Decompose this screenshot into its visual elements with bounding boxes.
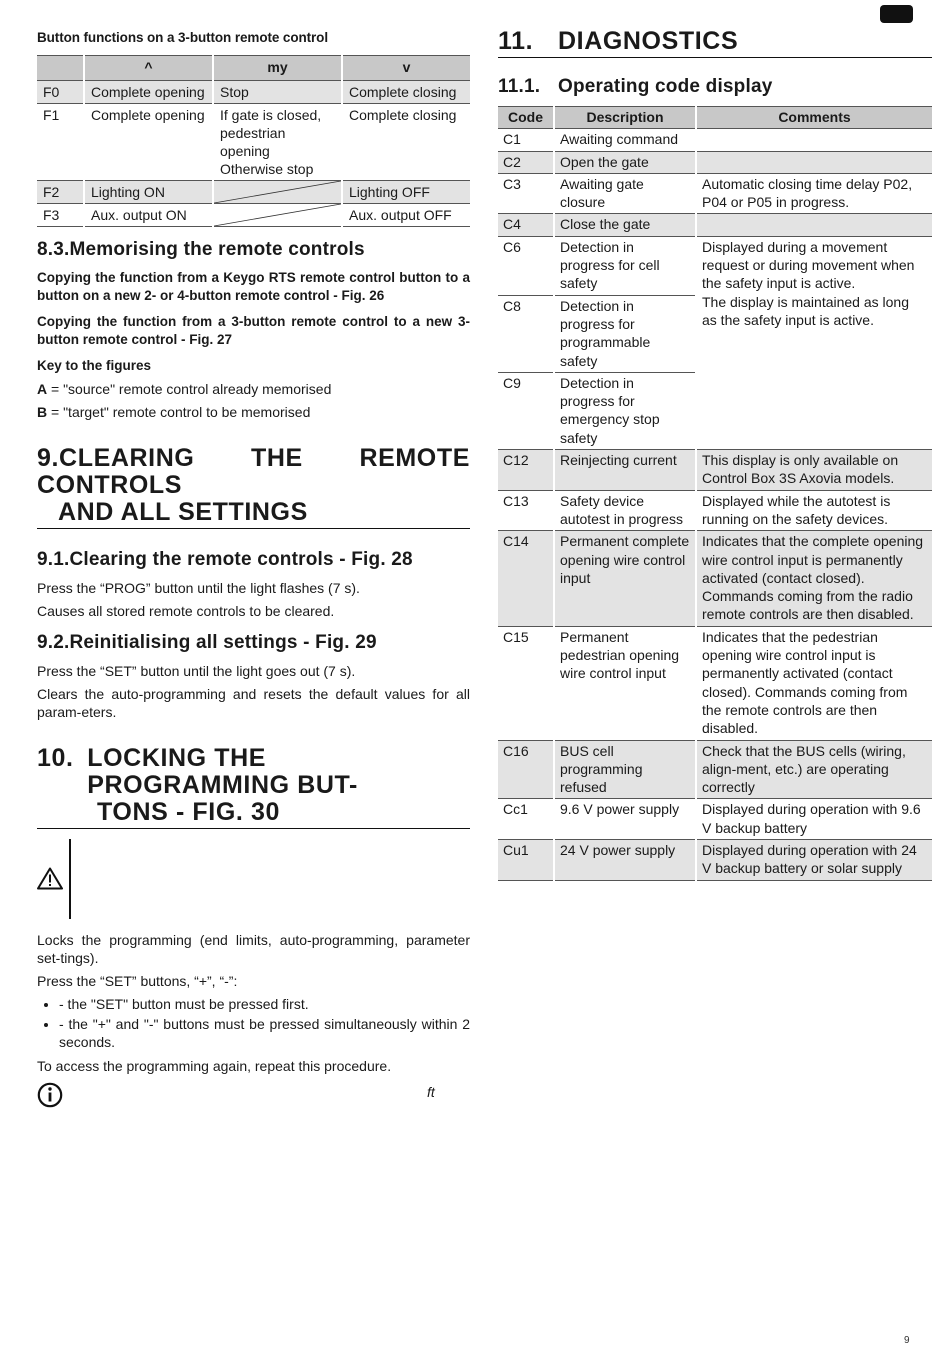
- key-a-letter: A: [37, 381, 48, 397]
- cell-comment: Check that the BUS cells (wiring, align-ment, etc.) are operating correctly: [696, 740, 932, 799]
- diagonal-line: [214, 204, 341, 226]
- table-row: [37, 81, 470, 104]
- header-code: Code: [498, 107, 554, 129]
- section-9-2-p1: Press the “SET” button until the light goes out (7 s).: [37, 663, 356, 679]
- cell-code: C12: [498, 450, 554, 491]
- page-number: 9: [904, 1335, 910, 1346]
- cell-description: Detection in progress for programmable safety: [554, 295, 696, 372]
- cell-description: Detection in progress for cell safety: [554, 236, 696, 295]
- cell-description: Detection in progress for emergency stop safety: [554, 372, 696, 449]
- section-9-1-title: 9.1.Clearing the remote controls - Fig. 28: [37, 549, 413, 570]
- row-my: If gate is closed, pedestrian opening Otherwise stop: [213, 104, 342, 181]
- key-a: [37, 380, 470, 398]
- table-row: [498, 214, 932, 236]
- row-down: Aux. output OFF: [342, 204, 470, 227]
- cell-code: C16: [498, 740, 554, 799]
- table-row: [498, 490, 932, 531]
- table-row: [498, 173, 932, 214]
- section-11-number: 11.: [498, 27, 534, 55]
- cell-description: Safety device autotest in progress: [554, 490, 696, 531]
- warning-icon: [37, 867, 63, 895]
- cell-comment: Displayed while the autotest is running on the safety devices.: [696, 490, 932, 531]
- header-down: v: [342, 56, 470, 81]
- cell-code: C9: [498, 372, 554, 449]
- cell-comment: [696, 129, 932, 151]
- cell-description: 24 V power supply: [554, 839, 696, 880]
- diagnostics-table: [498, 106, 932, 881]
- info-note: [37, 1080, 470, 1110]
- cell-description: Permanent complete opening wire control input: [554, 531, 696, 626]
- cell-code: C13: [498, 490, 554, 531]
- cell-description: 9.6 V power supply: [554, 799, 696, 840]
- header-comments: Comments: [696, 107, 932, 129]
- section-9-title: [37, 445, 470, 529]
- section-11-1-number: 11.1.: [498, 76, 541, 97]
- right-column: [498, 28, 932, 881]
- list-item: • - the "SET" button must be pressed first.: [59, 995, 470, 1013]
- left-column: [37, 28, 470, 1110]
- section-10-number: 10.: [37, 744, 74, 772]
- section-10-bullets: [37, 995, 470, 1051]
- key-figures-title: Key to the figures: [37, 358, 152, 373]
- row-code: F0: [37, 81, 84, 104]
- cell-code: C4: [498, 214, 554, 236]
- warning-divider: [69, 839, 71, 919]
- section-10-title-line2: TONS - FIG. 30: [97, 798, 280, 826]
- cell-comment: Indicates that the complete opening wire control input is permanently activated (contact closed). Commands coming from the radio remote controls are then disabled.: [696, 531, 932, 626]
- section-10-title: [37, 745, 470, 829]
- cell-comment: Automatic closing time delay P02, P04 or P05 in progress.: [696, 173, 932, 214]
- section-10-p1: Locks the programming (end limits, auto-programming, parameter set-tings).: [37, 932, 470, 966]
- key-b-text: = "target" remote control to be memorised: [47, 404, 311, 420]
- section-11-1-title: [498, 76, 932, 98]
- section-10-title-text1: LOCKING THE PROGRAMMING BUT-: [87, 744, 358, 799]
- row-up: Complete opening: [84, 81, 213, 104]
- header-description: Description: [554, 107, 696, 129]
- cell-code: C6: [498, 236, 554, 295]
- table-row: [37, 181, 470, 204]
- section-9-2-title: 9.2.Reinitialising all settings - Fig. 29: [37, 632, 377, 653]
- table-row: [37, 104, 470, 181]
- row-down: Lighting OFF: [342, 181, 470, 204]
- section-11-title: [498, 28, 932, 58]
- cell-comment: [696, 214, 932, 236]
- cell-code: C1: [498, 129, 554, 151]
- warning-box: [37, 839, 470, 919]
- table-row: [498, 799, 932, 840]
- cell-code: Cc1: [498, 799, 554, 840]
- copy-keygo-paragraph: Copying the function from a Keygo RTS remote control button to a button on a new 2- or 4-button remote control - Fig. 26: [37, 270, 470, 303]
- cell-code: C8: [498, 295, 554, 372]
- cell-comment: Displayed during operation with 24 V backup battery or solar supply: [696, 839, 932, 880]
- row-code: F2: [37, 181, 84, 204]
- section-9-1-p2: Causes all stored remote controls to be cleared.: [37, 603, 335, 619]
- section-11-1-title-text: Operating code display: [558, 76, 773, 97]
- cell-code: C14: [498, 531, 554, 626]
- row-up: Aux. output ON: [84, 204, 213, 227]
- info-icon: [37, 1082, 63, 1113]
- cell-comment: Displayed during a movement request or during movement when the safety input is active. The display is maintained as long as the safety input is active.: [696, 236, 932, 449]
- header-my: my: [213, 56, 342, 81]
- table-row: [498, 129, 932, 151]
- key-a-text: = "source" remote control already memorised: [47, 381, 332, 397]
- cell-description: Awaiting command: [554, 129, 696, 151]
- row-my-empty: [213, 181, 342, 204]
- cell-code: C3: [498, 173, 554, 214]
- row-my-empty: [213, 204, 342, 227]
- language-badge: [880, 5, 913, 23]
- row-down: Complete closing: [342, 104, 470, 181]
- list-item: • - the "+" and "-" buttons must be pressed simultaneously within 2 seconds.: [59, 1015, 470, 1051]
- cell-comment: This display is only available on Control Box 3S Axovia models.: [696, 450, 932, 491]
- row-up: Complete opening: [84, 104, 213, 181]
- cell-description: Reinjecting current: [554, 450, 696, 491]
- table-row: [498, 236, 932, 295]
- row-up: Lighting ON: [84, 181, 213, 204]
- section-11-title-text: DIAGNOSTICS: [558, 27, 739, 55]
- diagonal-line: [214, 181, 341, 203]
- cell-description: Permanent pedestrian opening wire control input: [554, 626, 696, 740]
- table-row: [498, 740, 932, 799]
- key-b-letter: B: [37, 404, 48, 420]
- cell-code: Cu1: [498, 839, 554, 880]
- row-code: F3: [43, 207, 60, 223]
- table-header-row: [37, 56, 470, 81]
- row-down: Complete closing: [342, 81, 470, 104]
- header-code: [37, 56, 84, 81]
- table-row: [37, 204, 470, 227]
- key-b: [37, 403, 470, 421]
- section-8-3-title: 8.3.Memorising the remote controls: [37, 239, 365, 260]
- table-row: [498, 626, 932, 740]
- row-my: Stop: [213, 81, 342, 104]
- copy-3button-paragraph: Copying the function from a 3-button remote control to a new 3-button remote control - Fig. 27: [37, 314, 470, 347]
- table-row: [498, 450, 932, 491]
- section-10-title-line1: [37, 745, 470, 799]
- cell-description: Close the gate: [554, 214, 696, 236]
- info-glyph: ft: [427, 1084, 435, 1100]
- header-up: ^: [84, 56, 213, 81]
- cell-code: C2: [498, 151, 554, 173]
- cell-description: Open the gate: [554, 151, 696, 173]
- table-row: [498, 151, 932, 173]
- table-header-row: [498, 107, 932, 129]
- section-9-title-line2: AND ALL SETTINGS: [58, 498, 308, 526]
- cell-code: C15: [498, 626, 554, 740]
- cell-comment: [696, 151, 932, 173]
- cell-comment: Indicates that the pedestrian opening wire control input is permanently activated (contact closed). Commands coming from the remote controls are then disabled.: [696, 626, 932, 740]
- section-9-1-p1: Press the “PROG” button until the light flashes (7 s).: [37, 580, 360, 596]
- cell-description: Awaiting gate closure: [554, 173, 696, 214]
- button-table-caption: Button functions on a 3-button remote control: [37, 30, 328, 45]
- cell-comment: Displayed during operation with 9.6 V backup battery: [696, 799, 932, 840]
- section-10-p3: To access the programming again, repeat this procedure.: [37, 1058, 392, 1074]
- section-9-title-line1: 9.CLEARING THE REMOTE CONTROLS: [37, 444, 470, 499]
- button-functions-table: [37, 55, 470, 227]
- section-10-p2: Press the “SET” buttons, “+”, “-”:: [37, 973, 238, 989]
- cell-description: BUS cell programming refused: [554, 740, 696, 799]
- section-9-2-p2: Clears the auto-programming and resets the default values for all param-eters.: [37, 686, 470, 720]
- table-row: [498, 531, 932, 626]
- row-code: F1: [43, 107, 60, 123]
- table-row: [498, 839, 932, 880]
